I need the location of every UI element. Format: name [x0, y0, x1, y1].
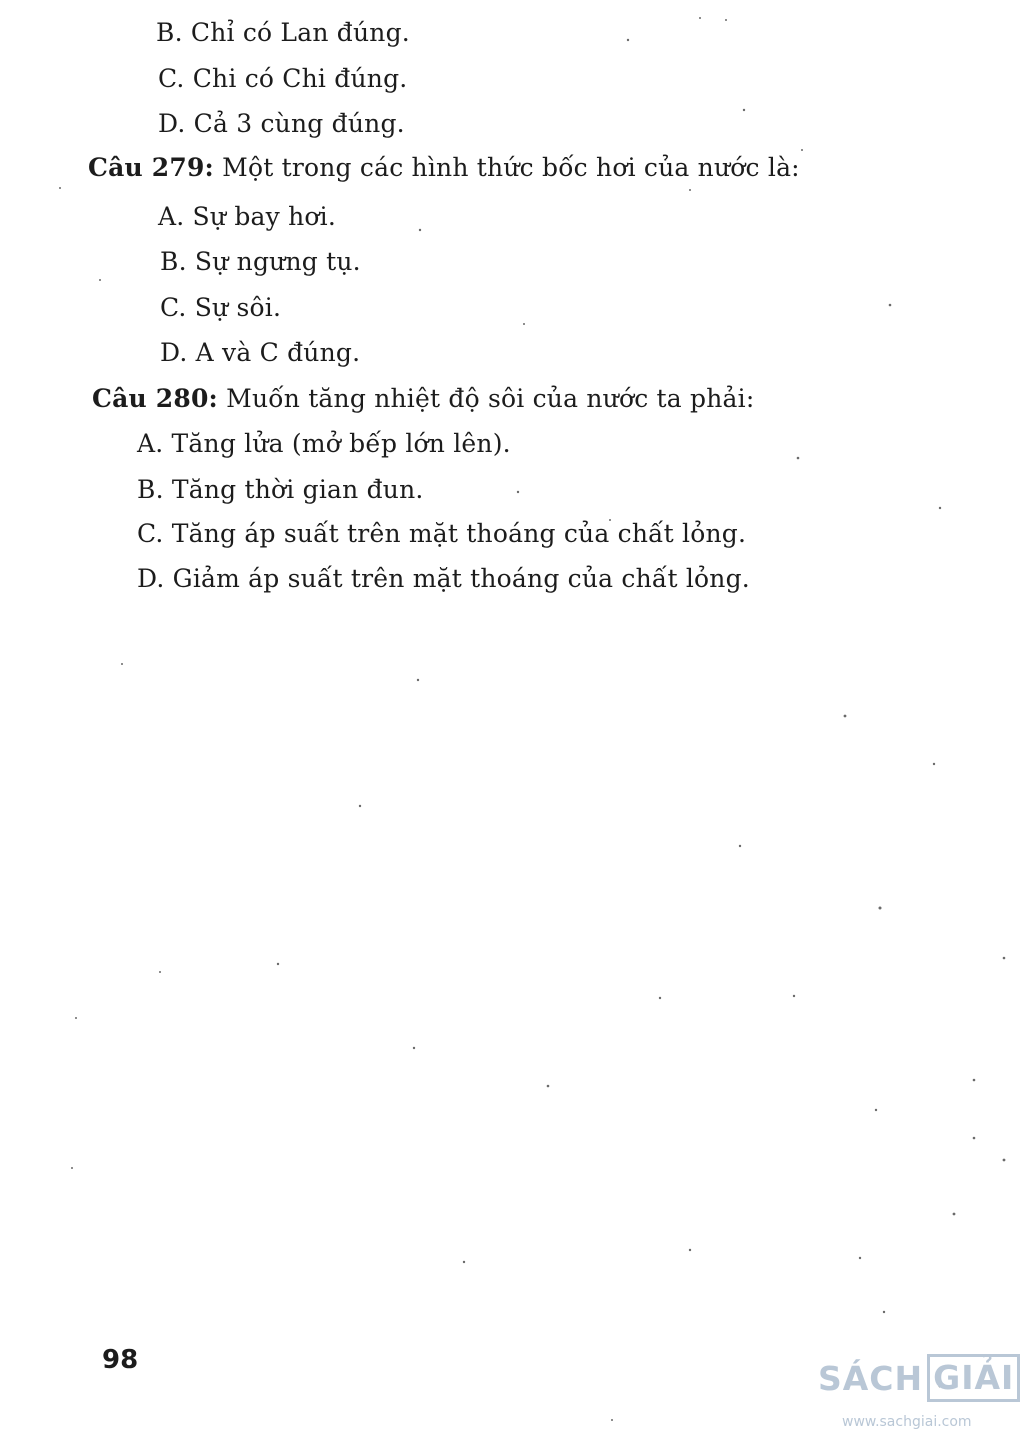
watermark-brand-box: GIẢI [927, 1354, 1020, 1402]
q279-option-d: D. A và C đúng. [160, 338, 361, 367]
watermark-url: www.sachgiai.com [842, 1414, 972, 1430]
q279-option-c: C. Sự sôi. [160, 293, 282, 322]
q280-option-b: B. Tăng thời gian đun. [137, 475, 424, 504]
q279-text: Một trong các hình thức bốc hơi của nước là: [214, 153, 800, 182]
q280-text: Muốn tăng nhiệt độ sôi của nước ta phải: [218, 384, 755, 413]
watermark-brand-left: SÁCH [818, 1358, 924, 1398]
q280-option-c: C. Tăng áp suất trên mặt thoáng của chất lỏng. [137, 519, 747, 548]
q278-option-c: C. Chi có Chi đúng. [158, 64, 408, 93]
page-number: 98 [102, 1345, 139, 1375]
q279-label: Câu 279: [88, 153, 214, 182]
q280-option-a: A. Tăng lửa (mở bếp lớn lên). [137, 429, 511, 458]
watermark [812, 1350, 1024, 1448]
q280-option-d: D. Giảm áp suất trên mặt thoáng của chất lỏng. [137, 564, 750, 593]
q278-option-b: B. Chỉ có Lan đúng. [156, 18, 410, 47]
q280-label: Câu 280: [92, 384, 218, 413]
q279-question [88, 152, 800, 184]
q280-question [92, 383, 754, 415]
q279-option-a: A. Sự bay hơi. [158, 202, 336, 231]
q279-option-b: B. Sự ngưng tụ. [160, 247, 361, 276]
watermark-logo [818, 1350, 1020, 1406]
q278-option-d: D. Cả 3 cùng đúng. [158, 109, 405, 138]
